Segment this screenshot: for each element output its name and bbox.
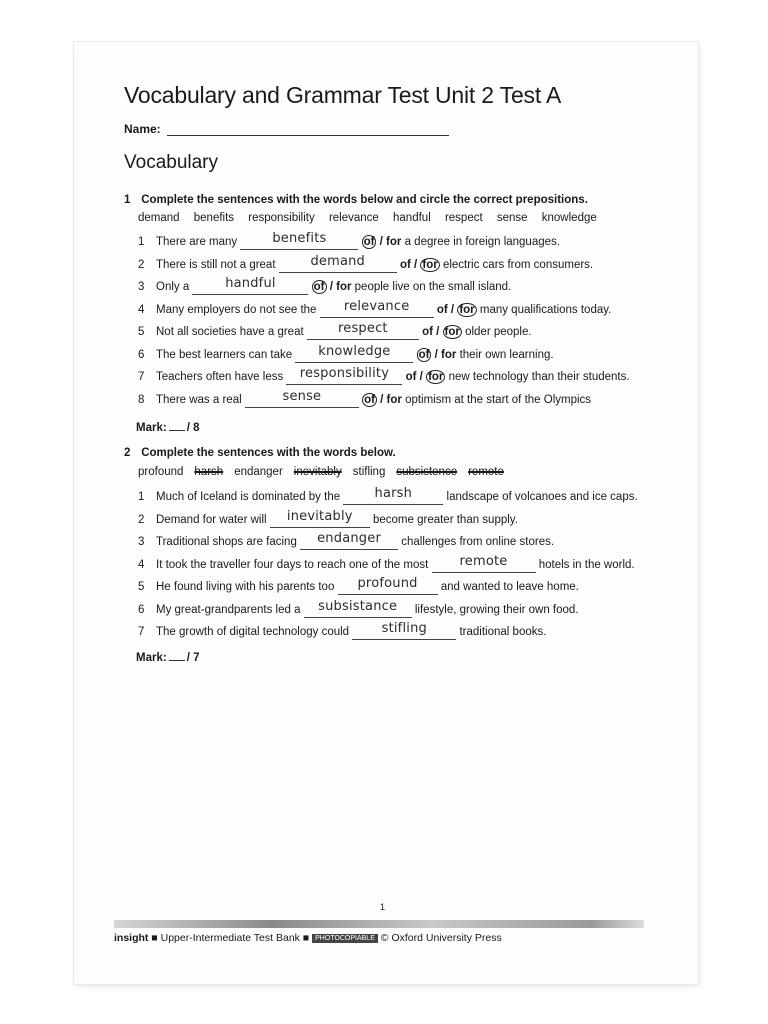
question-text-before: Not all societies have a great [156, 326, 304, 338]
handwritten-answer: harsh [374, 486, 413, 501]
question-text-after: and wanted to leave home. [440, 581, 579, 593]
ex2-question [138, 486, 638, 505]
ex1-question: 1 There are many benefits of / for a degree in foreign languages. [138, 231, 560, 248]
answer-blank[interactable] [286, 366, 402, 385]
ex1-question: 8 There was a real sense of / for optimism at the start of the Olympics [138, 388, 592, 406]
footer-photocopiable: PHOTOCOPIABLE [312, 934, 378, 943]
handwritten-answer: remote [459, 553, 508, 569]
handwritten-answer: endanger [317, 531, 381, 546]
preposition-option[interactable]: of [313, 281, 325, 293]
question-text-after: lifestyle, growing their own food. [414, 603, 579, 616]
ex2-word: remote [468, 466, 504, 478]
question-text-after: people live on the small island. [354, 281, 512, 293]
ex2-question [138, 598, 579, 618]
ex1-mark-blank[interactable] [169, 430, 185, 431]
question-text-before: Many employers do not see the [156, 303, 317, 316]
ex1-word: knowledge [541, 212, 597, 224]
ex1-word: responsibility [248, 212, 315, 224]
page-number: 1 [380, 902, 386, 912]
answer-blank[interactable] [343, 486, 443, 505]
ex1-question: 6 The best learners can take knowledge of / for their own learning. [138, 343, 554, 361]
question-text-before: Much of Iceland is dominated by the [156, 491, 341, 503]
handwritten-answer: subsistance [318, 598, 398, 614]
answer-blank[interactable] [192, 276, 308, 295]
question-text-after: many qualifications today. [479, 303, 612, 316]
footer-separator: ■ [302, 932, 310, 944]
preposition-option[interactable]: for [441, 348, 457, 361]
ex1-word: demand [138, 212, 180, 224]
ex2-word-bank [138, 466, 515, 478]
ex2-question [138, 621, 547, 640]
question-text-after: optimism at the start of the Olympics [405, 393, 592, 406]
ex2-question [138, 508, 518, 528]
preposition-option[interactable]: of [363, 236, 375, 248]
preposition-option[interactable]: of [399, 258, 411, 271]
preposition-option[interactable]: of [422, 326, 433, 338]
preposition-option[interactable]: for [459, 303, 475, 316]
question-number: 8 [138, 393, 145, 406]
preposition-option[interactable]: of [405, 371, 417, 383]
question-number: 4 [138, 558, 145, 571]
section-title: Vocabulary [124, 152, 219, 173]
answer-blank[interactable] [352, 621, 456, 640]
question-text-before: The best learners can take [156, 348, 293, 361]
question-number: 6 [138, 348, 145, 361]
handwritten-answer: respect [338, 321, 388, 336]
footer-bar [114, 920, 644, 928]
question-text-after: a degree in foreign languages. [404, 236, 560, 248]
question-number: 5 [138, 581, 145, 593]
ex2-question [138, 531, 555, 550]
question-number: 2 [138, 258, 145, 271]
worksheet-page [74, 42, 698, 984]
name-line [167, 123, 449, 136]
question-text-before: Only a [156, 281, 190, 293]
ex1-word: respect [444, 212, 483, 224]
question-text-after: become greater than supply. [372, 513, 518, 526]
question-text-before: Teachers often have less [156, 371, 284, 383]
handwritten-answer: demand [310, 253, 366, 269]
name-label: Name: [124, 122, 161, 136]
answer-blank[interactable] [270, 508, 370, 528]
ex2-word: stifling [352, 466, 386, 478]
preposition-option[interactable]: of [418, 348, 430, 361]
ex2-word: subsistence [396, 466, 458, 478]
answer-blank[interactable] [245, 388, 359, 408]
answer-blank[interactable] [300, 531, 398, 550]
footer-copyright: © Oxford University Press [380, 932, 502, 944]
handwritten-answer: handful [225, 276, 276, 291]
ex2-question [138, 553, 635, 573]
preposition-option[interactable]: for [336, 281, 352, 293]
handwritten-answer: relevance [343, 298, 410, 314]
answer-blank[interactable] [338, 576, 438, 595]
preposition-option[interactable]: of [364, 393, 375, 406]
ex1-instruction: Complete the sentences with the words below and circle the correct prepositions. [141, 194, 588, 206]
question-text-after: their own learning. [459, 348, 554, 361]
preposition-option[interactable]: for [428, 371, 444, 383]
ex1-mark [136, 422, 199, 434]
question-text-before: Traditional shops are facing [156, 536, 297, 548]
ex1-mark-total: / 8 [186, 422, 200, 434]
ex2-word: harsh [194, 466, 224, 478]
ex1-question: 3 Only a handful of / for people live on the small island. [138, 276, 512, 293]
preposition-option[interactable]: of [436, 303, 448, 316]
answer-blank[interactable] [240, 231, 358, 250]
ex1-heading [124, 194, 588, 206]
ex2-word: profound [138, 466, 184, 478]
footer-brand: insight [114, 932, 149, 944]
question-number: 2 [138, 513, 145, 526]
ex1-word: benefits [193, 212, 235, 224]
question-text-after: new technology than their students. [448, 371, 630, 383]
question-text-after: hotels in the world. [538, 558, 635, 571]
question-text-before: My great-grandparents led a [156, 603, 301, 616]
ex2-mark-label: Mark: [136, 652, 167, 664]
ex2-word: endanger [234, 466, 283, 478]
ex2-mark-total: / 7 [186, 652, 200, 664]
ex1-question: 5 Not all societies have a great respect of / for older people. [138, 321, 532, 338]
ex1-mark-label: Mark: [136, 422, 167, 434]
ex2-heading [124, 447, 396, 459]
footer-bank: Upper-Intermediate Test Bank [160, 932, 300, 944]
question-text-after: challenges from online stores. [401, 536, 555, 548]
answer-blank[interactable] [304, 598, 412, 618]
question-text-before: There are many [156, 236, 238, 248]
question-number: 1 [138, 236, 145, 248]
question-text-before: Demand for water will [156, 513, 267, 526]
question-number: 6 [138, 603, 145, 616]
name-row [124, 122, 449, 136]
ex1-question: 2 There is still not a great demand of / for electric cars from consumers. [138, 253, 594, 271]
handwritten-answer: inevitably [286, 508, 353, 524]
question-number: 4 [138, 303, 145, 316]
ex1-question: 4 Many employers do not see the relevance of / for many qualifications today. [138, 298, 612, 316]
question-text-before: It took the traveller four days to reach one of the most [156, 558, 429, 571]
question-number: 3 [138, 536, 145, 548]
ex1-question: 7 Teachers often have less responsibility of / for new technology than their students. [138, 366, 630, 383]
handwritten-answer: stifling [381, 621, 427, 636]
question-number: 7 [138, 371, 145, 383]
footer [114, 932, 502, 944]
ex2-mark-blank[interactable] [169, 660, 185, 661]
ex1-word: sense [496, 212, 528, 224]
handwritten-answer: benefits [272, 231, 327, 246]
question-number: 3 [138, 281, 145, 293]
preposition-option[interactable]: for [422, 258, 438, 271]
question-text-before: There was a real [156, 393, 242, 406]
answer-blank[interactable] [279, 253, 397, 273]
question-number: 1 [138, 491, 145, 503]
ex1-word-bank [138, 212, 608, 224]
handwritten-answer: knowledge [318, 343, 391, 359]
question-text-after: landscape of volcanoes and ice caps. [446, 491, 638, 503]
ex2-number: 2 [124, 447, 131, 459]
answer-blank[interactable] [295, 343, 413, 363]
question-number: 5 [138, 326, 145, 338]
preposition-option[interactable]: for [386, 236, 402, 248]
question-text-after: traditional books. [459, 626, 547, 638]
handwritten-answer: responsibility [299, 366, 390, 381]
question-text-before: He found living with his parents too [156, 581, 335, 593]
question-text-after: electric cars from consumers. [442, 258, 594, 271]
answer-blank[interactable] [320, 298, 434, 318]
answer-blank[interactable] [307, 321, 419, 340]
handwritten-answer: profound [357, 576, 418, 591]
question-text-after: older people. [465, 326, 532, 338]
footer-separator: ■ [151, 932, 158, 944]
ex2-mark [136, 652, 199, 664]
ex2-word: inevitably [293, 466, 342, 478]
answer-blank[interactable] [432, 553, 536, 573]
ex1-word: handful [393, 212, 431, 224]
ex1-number: 1 [124, 194, 131, 206]
preposition-option[interactable]: for [386, 393, 402, 406]
question-number: 7 [138, 626, 145, 638]
handwritten-answer: sense [282, 388, 322, 404]
preposition-option[interactable]: for [444, 326, 460, 338]
ex1-word: relevance [328, 212, 379, 224]
page-title: Vocabulary and Grammar Test Unit 2 Test A [124, 82, 562, 108]
question-text-before: There is still not a great [156, 258, 276, 271]
ex2-question [138, 576, 579, 595]
ex2-instruction: Complete the sentences with the words below. [141, 447, 396, 459]
question-text-before: The growth of digital technology could [156, 626, 350, 638]
